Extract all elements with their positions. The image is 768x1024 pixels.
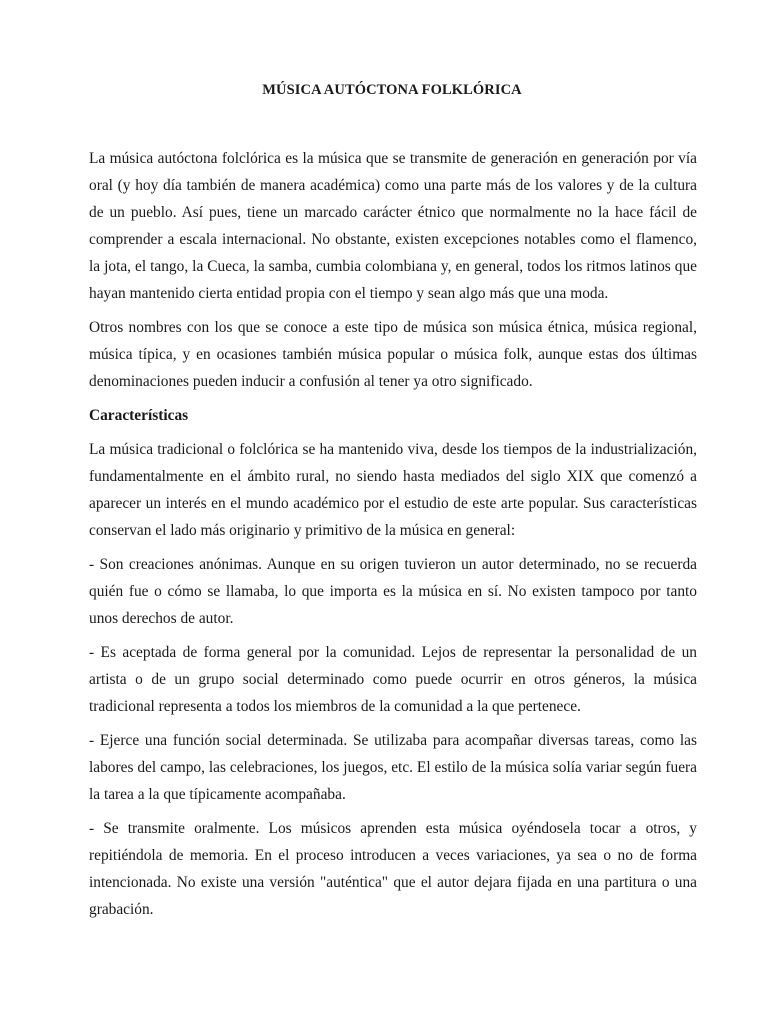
intro-paragraph-2: Otros nombres con los que se conoce a este tipo de música son música étnica, música regional, música típica, y en ocasiones también música popular o música folk, aunque estas dos últimas denominaciones pueden inducir a confusión al tener ya otro significado. [89, 319, 697, 390]
characteristic-item-3: - Ejerce una función social determinada. Se utilizaba para acompañar diversas tareas, como las labores del campo, las celebraciones, los juegos, etc. El estilo de la música solía variar según fuera la tarea a la que típicamente acompañaba. [89, 732, 697, 803]
characteristic-item-1: - Son creaciones anónimas. Aunque en su origen tuvieron un autor determinado, no se recuerda quién fue o cómo se llamaba, lo que importa es la música en sí. No existen tampoco por tanto unos derechos de autor. [89, 556, 697, 627]
intro-paragraph-1: La música autóctona folclórica es la música que se transmite de generación en generación por vía oral (y hoy día también de manera académica) como una parte más de los valores y de la cultura de un pueblo. Así pues, tiene un marcado carácter étnico que normalmente no la hace fácil de comprender a escala internacional. No obstante, existen excepciones notables como el flamenco, la jota, el tango, la Cueca, la samba, cumbia colombiana y, en general, todos los ritmos latinos que hayan mantenido cierta entidad propia con el tiempo y sean algo más que una moda. [89, 150, 697, 302]
section-paragraph-1: La música tradicional o folclórica se ha mantenido viva, desde los tiempos de la industrialización, fundamentalmente en el ámbito rural, no siendo hasta mediados del siglo XIX que comenzó a aparecer un interés en el mundo académico por el estudio de este arte popular. Sus características conservan el lado más originario y primitivo de la música en general: [89, 441, 697, 539]
document-body [89, 145, 697, 930]
section-heading: Características [89, 407, 189, 424]
document-title: MÚSICA AUTÓCTONA FOLKLÓRICA [262, 82, 522, 98]
characteristic-item-4: - Se transmite oralmente. Los músicos aprenden esta música oyéndosela tocar a otros, y repitiéndola de memoria. En el proceso introducen a veces variaciones, ya sea o no de forma intencionada. No existe una versión "auténtica" que el autor dejara fijada en una partitura o una grabación. [89, 820, 697, 918]
characteristic-item-2: - Es aceptada de forma general por la comunidad. Lejos de representar la personalidad de un artista o de un grupo social determinado como puede ocurrir en otros géneros, la música tradicional representa a todos los miembros de la comunidad a la que pertenece. [89, 644, 697, 715]
